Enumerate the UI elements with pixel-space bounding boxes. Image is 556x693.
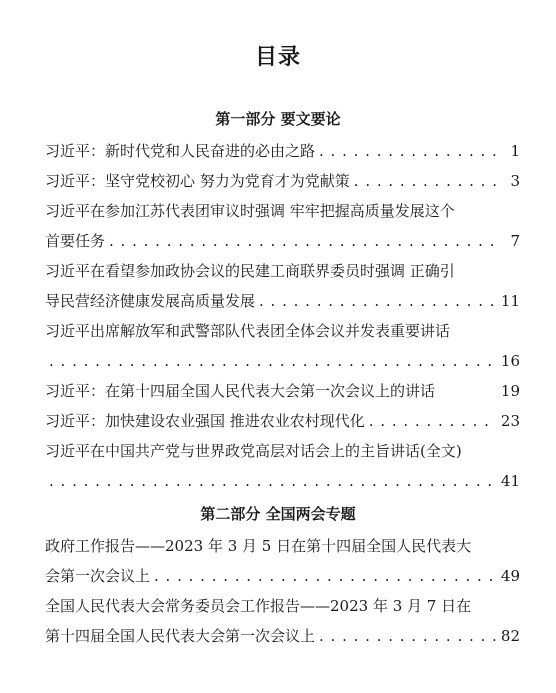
- page-title: 目录: [254, 45, 301, 70]
- toc-entry-title: 会第一次会议上: [45, 567, 151, 585]
- toc-entry[interactable]: [45, 170, 520, 192]
- toc-leader-dots: [109, 230, 502, 252]
- toc-leader-dots: [154, 565, 497, 587]
- toc-page-number: 16: [500, 352, 520, 370]
- toc-page-number: 11: [500, 292, 520, 310]
- toc-page-number: 49: [500, 567, 520, 585]
- toc-entry[interactable]: [45, 470, 520, 492]
- toc-page-number: 7: [510, 232, 520, 250]
- toc-entry[interactable]: [45, 625, 520, 647]
- section-heading-part-2: 第二部分 全国两会专题: [200, 505, 356, 523]
- toc-entry[interactable]: [45, 410, 520, 432]
- toc-entry-title: 习近平：坚守党校初心 努力为党育才为党献策: [45, 172, 350, 190]
- toc-entry[interactable]: [45, 380, 520, 402]
- toc-entry-title: 第十四届全国人民代表大会第一次会议上: [45, 627, 316, 645]
- toc-leader-dots: [319, 140, 502, 162]
- toc-entry-line[interactable]: 习近平在看望参加政协会议的民建工商联界委员时强调 正确引: [45, 262, 455, 280]
- toc-entry-title: 首要任务: [45, 232, 106, 250]
- toc-entry[interactable]: [45, 230, 520, 252]
- toc-page-number: 19: [500, 382, 520, 400]
- toc-leader-dots: [369, 410, 497, 432]
- toc-entry-line[interactable]: 习近平在参加江苏代表团审议时强调 牢牢把握高质量发展这个: [45, 202, 455, 220]
- toc-entry-line[interactable]: 习近平出席解放军和武警部队代表团全体会议并发表重要讲话: [45, 322, 451, 340]
- section-heading-part-1: 第一部分 要文要论: [215, 110, 341, 128]
- toc-leader-dots: [259, 290, 497, 312]
- toc-entry[interactable]: [45, 565, 520, 587]
- toc-page-number: 3: [510, 172, 520, 190]
- toc-entry-title: 导民营经济健康发展高质量发展: [45, 292, 256, 310]
- toc-entry-title: 习近平：在第十四届全国人民代表大会第一次会议上的讲话: [45, 382, 436, 400]
- toc-entry[interactable]: [45, 290, 520, 312]
- toc-entry-line[interactable]: 习近平在中国共产党与世界政党高层对话会上的主旨讲话(全文): [45, 442, 462, 460]
- toc-page-number: 23: [500, 412, 520, 430]
- toc-entry[interactable]: [45, 140, 520, 162]
- toc-leader-dots: [49, 350, 497, 372]
- toc-entry-title: 习近平：加快建设农业强国 推进农业农村现代化: [45, 412, 365, 430]
- toc-leader-dots: [49, 470, 497, 492]
- toc-entry-line[interactable]: 政府工作报告——2023 年 3 月 5 日在第十四届全国人民代表大: [45, 537, 472, 555]
- toc-entry-title: 习近平：新时代党和人民奋进的必由之路: [45, 142, 316, 160]
- toc-entry-line[interactable]: 全国人民代表大会常务委员会工作报告——2023 年 3 月 7 日在: [45, 597, 472, 615]
- toc-leader-dots: [319, 625, 497, 647]
- toc-page-number: 1: [510, 142, 520, 160]
- toc-entry[interactable]: [45, 350, 520, 372]
- toc-leader-dots: [354, 170, 502, 192]
- toc-page-number: 41: [500, 472, 520, 490]
- toc-page-number: 82: [500, 627, 520, 645]
